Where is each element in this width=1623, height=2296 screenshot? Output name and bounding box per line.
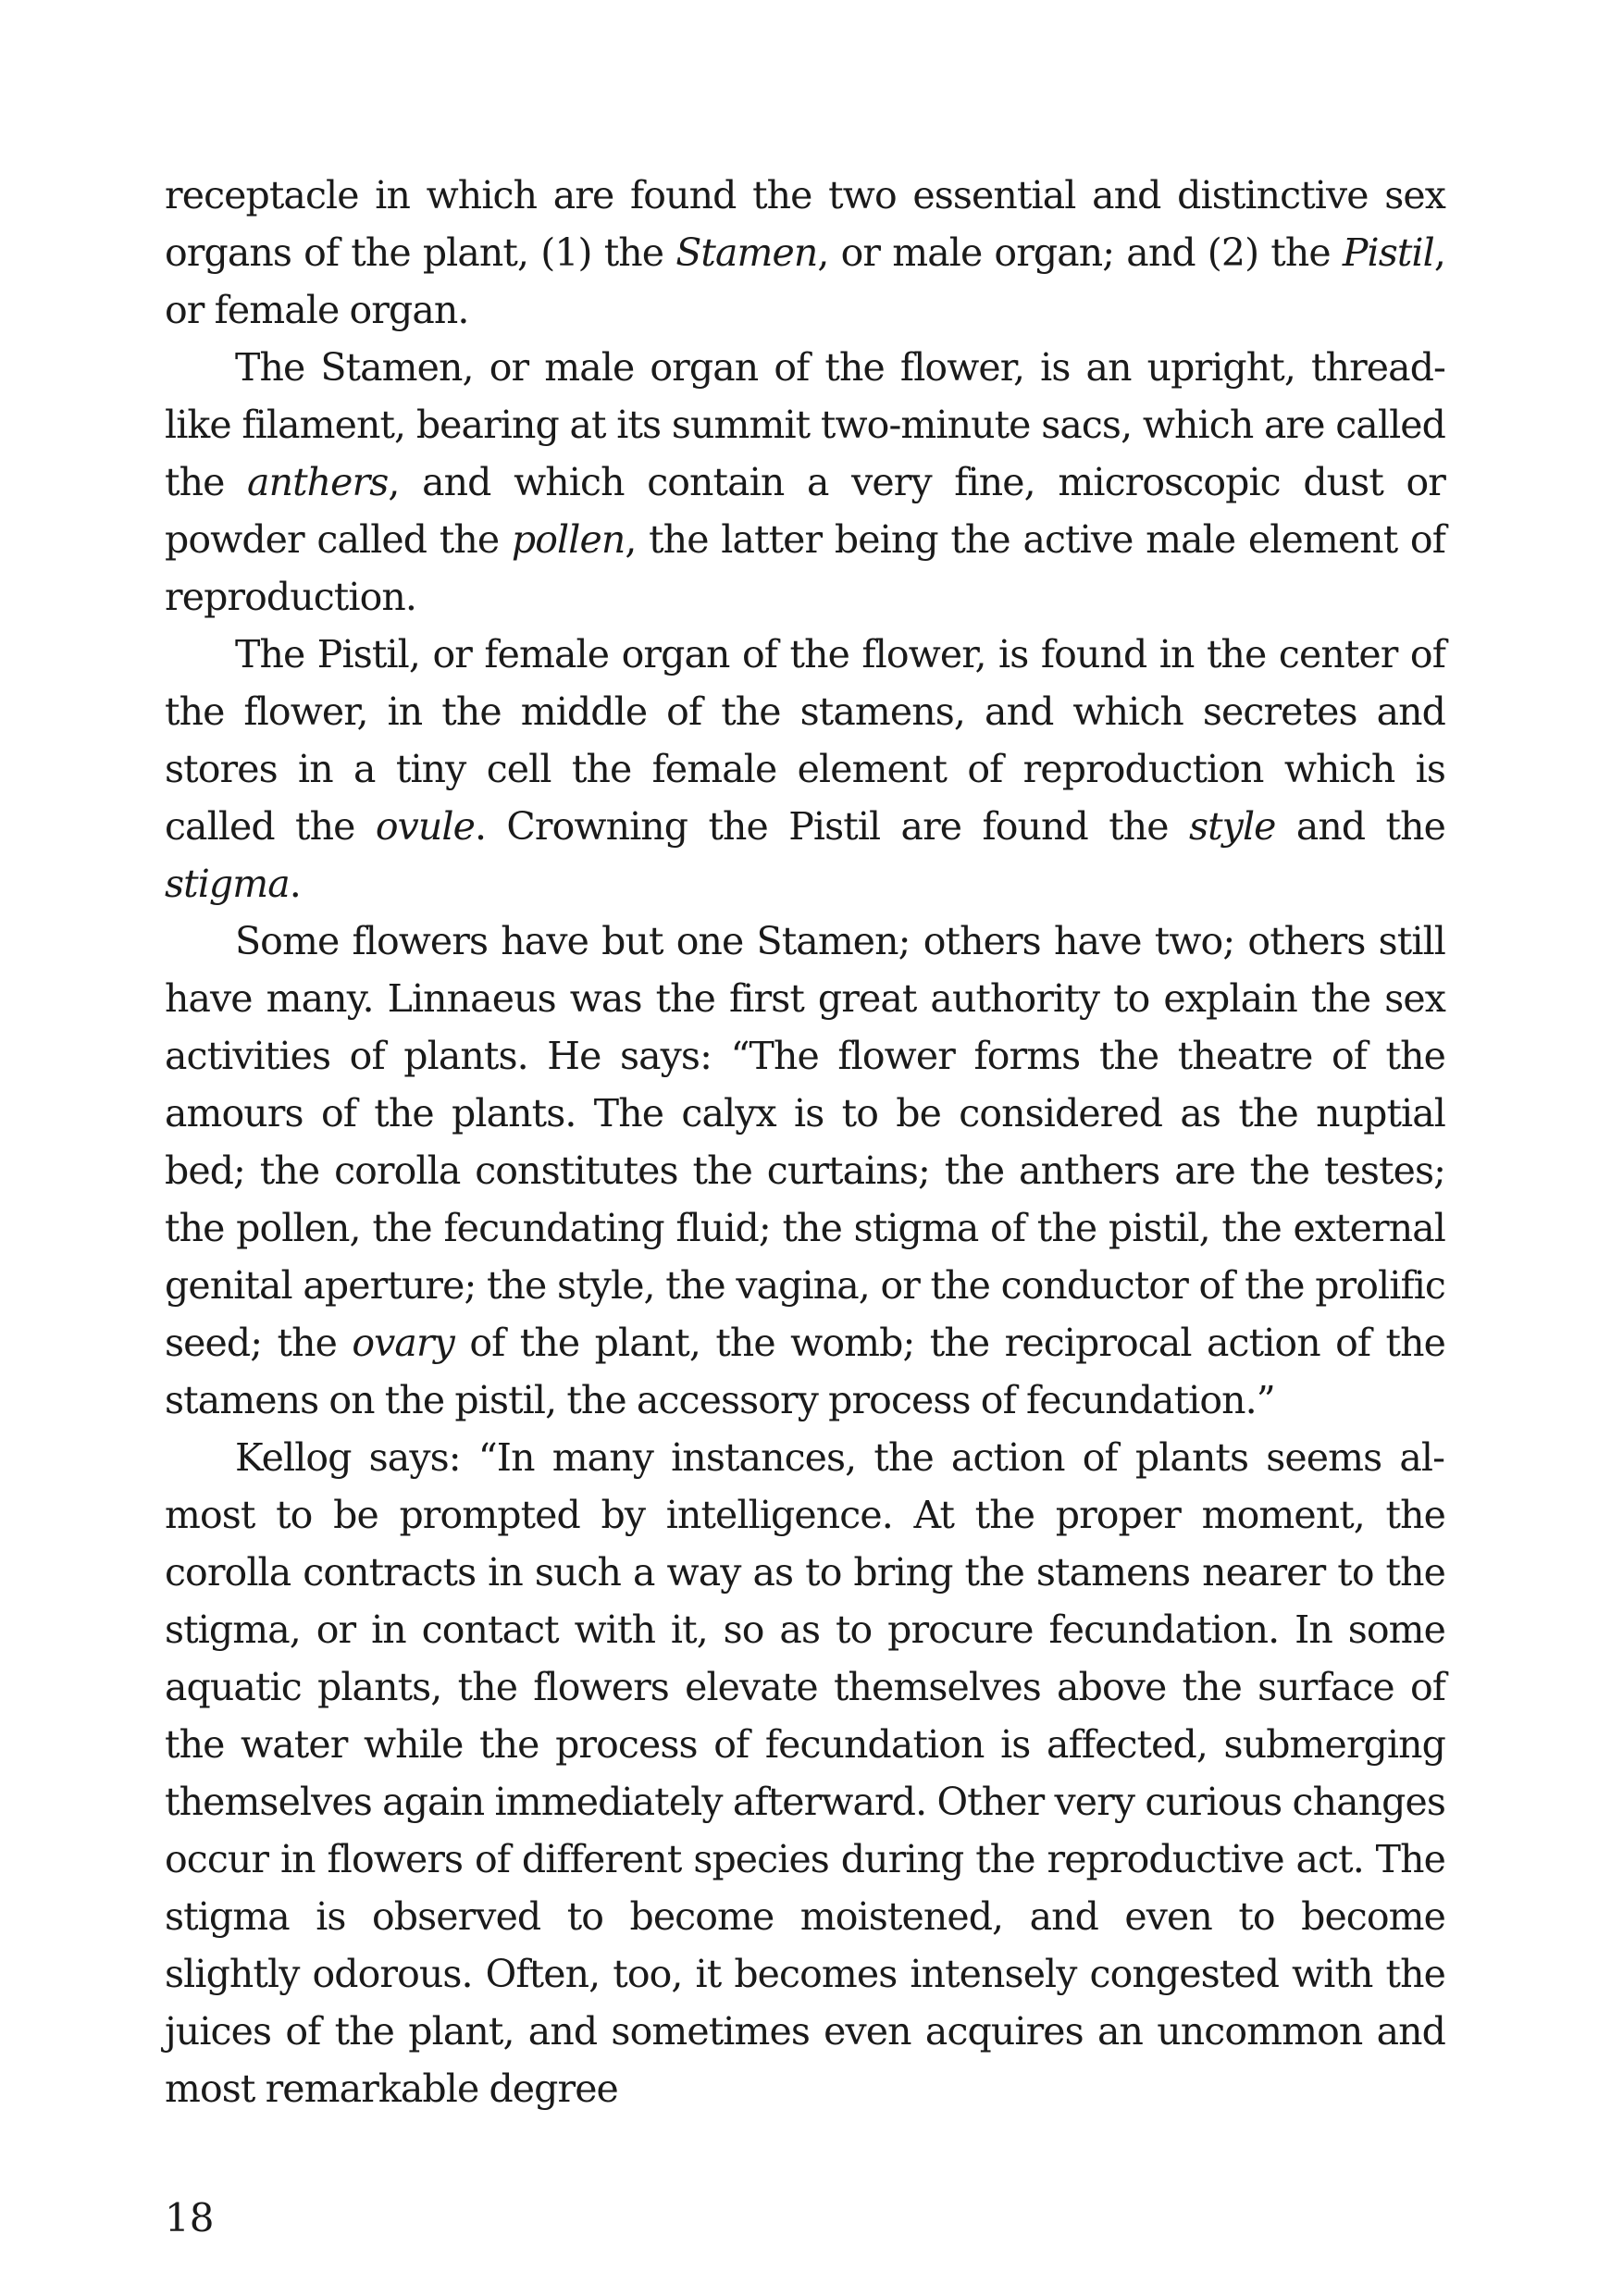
term-pistil: Pistil: [1342, 230, 1434, 275]
page-number: 18: [165, 2195, 215, 2240]
term-ovule: ovule: [375, 804, 475, 849]
text-segment: receptacle in which are found the two essential and distinctive sex organs of the plant, (1) the: [165, 173, 1445, 275]
text-segment: . Crowning the Pistil are found the: [474, 804, 1189, 849]
paragraph-stamen: [165, 339, 1445, 626]
text-segment: , the latter being the active male element of reproduction.: [165, 517, 1445, 619]
term-anthers: anthers: [247, 460, 389, 504]
paragraph-linnaeus: [165, 912, 1445, 1429]
page-body: [165, 167, 1445, 2117]
text-segment: The Stamen, or male organ of the flower, is an upright, thread-like filament, bearing at its summit two-minute sacs, which are called the: [165, 345, 1445, 504]
paragraph-pistil: [165, 626, 1445, 912]
text-segment: , or male organ; and (2) the: [817, 230, 1343, 275]
term-ovary: ovary: [352, 1321, 454, 1365]
term-stamen: Stamen: [675, 230, 818, 275]
text-segment: Kellog says: “In many instances, the action of plants seems almost to be prompted by intelligence. At the proper moment, the corolla contracts in such a way as to bring the stamens nearer to the stigma, or in contact with it, so as to procure fecundation. In some aquatic plants, the flowers elevate themselves above the surface of the water while the process of fecundation is affected, submerging themselves again immediately afterward. Other very curious changes occur in flowers of different species during the reproductive act. The stigma is observed to become moistened, and even to become slightly odorous. Often, too, it becomes intensely congested with the juices of the plant, and sometimes even acquires an uncommon and most remarkable degree: [165, 1435, 1445, 2111]
text-segment: of the plant, the womb; the reciprocal action of the stamens on the pistil, the accessory process of fecundation.”: [165, 1321, 1445, 1422]
term-pollen: pollen: [511, 517, 626, 562]
text-segment: , and which contain a very fine, microscopic dust or powder called the: [165, 460, 1445, 562]
text-segment: The Pistil, or female organ of the flower, is found in the center of the flower, in the middle of the stamens, and which secretes and stores in a tiny cell the female element of reproduction which is called the: [165, 632, 1445, 849]
text-segment: Some flowers have but one Stamen; others have two; others still have many. Linnaeus was the first great authority to explain the sex activities of plants. He says: “The flower forms the theatre of the amours of the plants. The calyx is to be considered as the nuptial bed; the corolla constitutes the curtains; the anthers are the testes; the pollen, the fecundating fluid; the stigma of the pistil, the external genital aperture; the style, the vagina, or the conductor of the prolific seed; the: [165, 919, 1445, 1365]
paragraph-kellog: [165, 1429, 1445, 2117]
term-stigma: stigma: [165, 862, 290, 906]
text-segment: .: [289, 862, 301, 906]
term-style: style: [1188, 804, 1276, 849]
text-segment: and the: [1275, 804, 1445, 849]
text-segment: , or female organ.: [165, 230, 1445, 332]
paragraph-receptacle: [165, 167, 1445, 339]
